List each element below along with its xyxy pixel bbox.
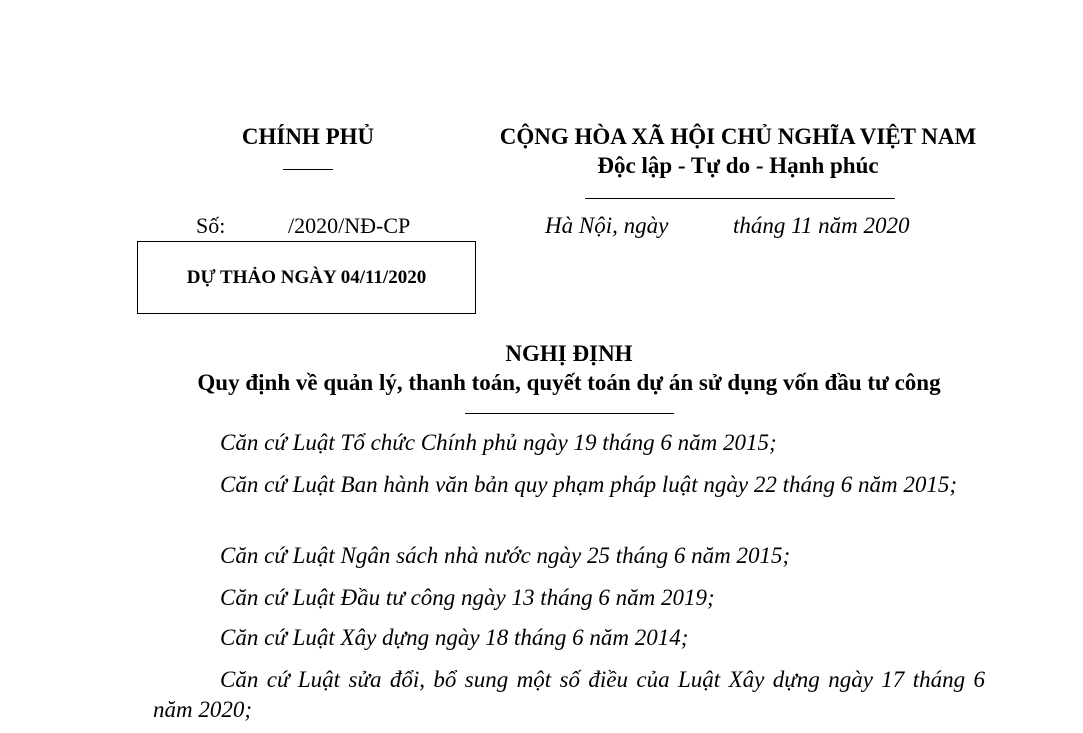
preamble-line: Căn cứ Luật sửa đổi, bổ sung một số điều của Luật Xây dựng ngày 17 tháng 6 năm 2020; [153, 667, 985, 722]
preamble-line: Căn cứ Luật Ban hành văn bản quy phạm pháp luật ngày 22 tháng 6 năm 2015; [220, 472, 957, 497]
draft-stamp-text: DỰ THẢO NGÀY 04/11/2020 [186, 266, 427, 288]
number-label: Số: [196, 213, 226, 238]
agency-underline [283, 169, 333, 170]
motto-underline [585, 198, 895, 199]
place-date-month-year: tháng 11 năm 2020 [733, 213, 910, 238]
place-date-day: Hà Nội, ngày [545, 213, 669, 238]
national-motto: Độc lập - Tự do - Hạnh phúc [597, 153, 879, 178]
preamble-line: Căn cứ Luật Xây dựng ngày 18 tháng 6 năm 2014; [220, 625, 689, 650]
title-underline [465, 413, 674, 414]
country-name: CỘNG HÒA XÃ HỘI CHỦ NGHĨA VIỆT NAM [499, 124, 977, 149]
draft-stamp-box [137, 241, 476, 314]
issuing-agency: CHÍNH PHỦ [241, 124, 375, 149]
preamble-line: Căn cứ Luật Đầu tư công ngày 13 tháng 6 năm 2019; [220, 585, 715, 610]
document-subject: Quy định về quản lý, thanh toán, quyết toán dự án sử dụng vốn đầu tư công [197, 370, 941, 395]
document-type: NGHỊ ĐỊNH [505, 341, 633, 366]
preamble-line: Căn cứ Luật Tổ chức Chính phủ ngày 19 tháng 6 năm 2015; [220, 430, 777, 455]
document-number: /2020/NĐ-CP [288, 213, 411, 238]
preamble-line: Căn cứ Luật Ngân sách nhà nước ngày 25 tháng 6 năm 2015; [220, 543, 791, 568]
